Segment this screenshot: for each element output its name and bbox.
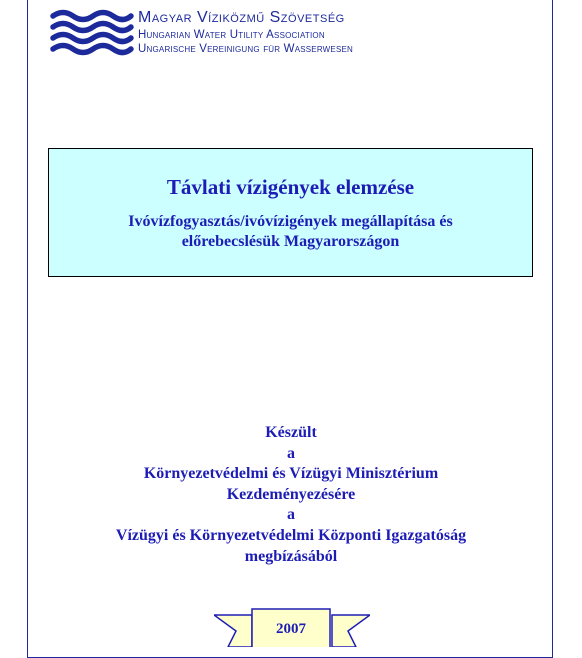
logo-name-hu: Magyar Víziközmű Szövetség xyxy=(138,9,345,26)
logo-text xyxy=(138,8,353,56)
prepared-line: Kezdeményezésére xyxy=(226,485,356,503)
water-waves-icon xyxy=(50,8,134,56)
prepared-line: a xyxy=(287,444,295,462)
prepared-line: Vízügyi és Környezetvédelmi Központi Igazgatóság xyxy=(115,526,467,544)
logo-name-de: Ungarische Vereinigung für Wasserwesen xyxy=(138,43,354,55)
document-title: Távlati vízigények elemzése xyxy=(166,175,415,199)
prepared-line: Környezetvédelmi és Vízügyi Minisztérium xyxy=(143,465,439,483)
prepared-line: Készült xyxy=(265,424,317,441)
prepared-line: megbízásából xyxy=(244,547,338,565)
title-box xyxy=(48,148,533,277)
publication-year: 2007 xyxy=(276,621,306,637)
association-logo xyxy=(50,8,370,60)
prepared-by-block xyxy=(0,423,582,567)
prepared-line: a xyxy=(287,506,295,524)
logo-name-en: Hungarian Water Utility Association xyxy=(138,29,325,41)
document-subtitle: Ivóvízfogyasztás/ivóvízigények megállapítása és előrebecslésük Magyarországon xyxy=(128,213,453,250)
